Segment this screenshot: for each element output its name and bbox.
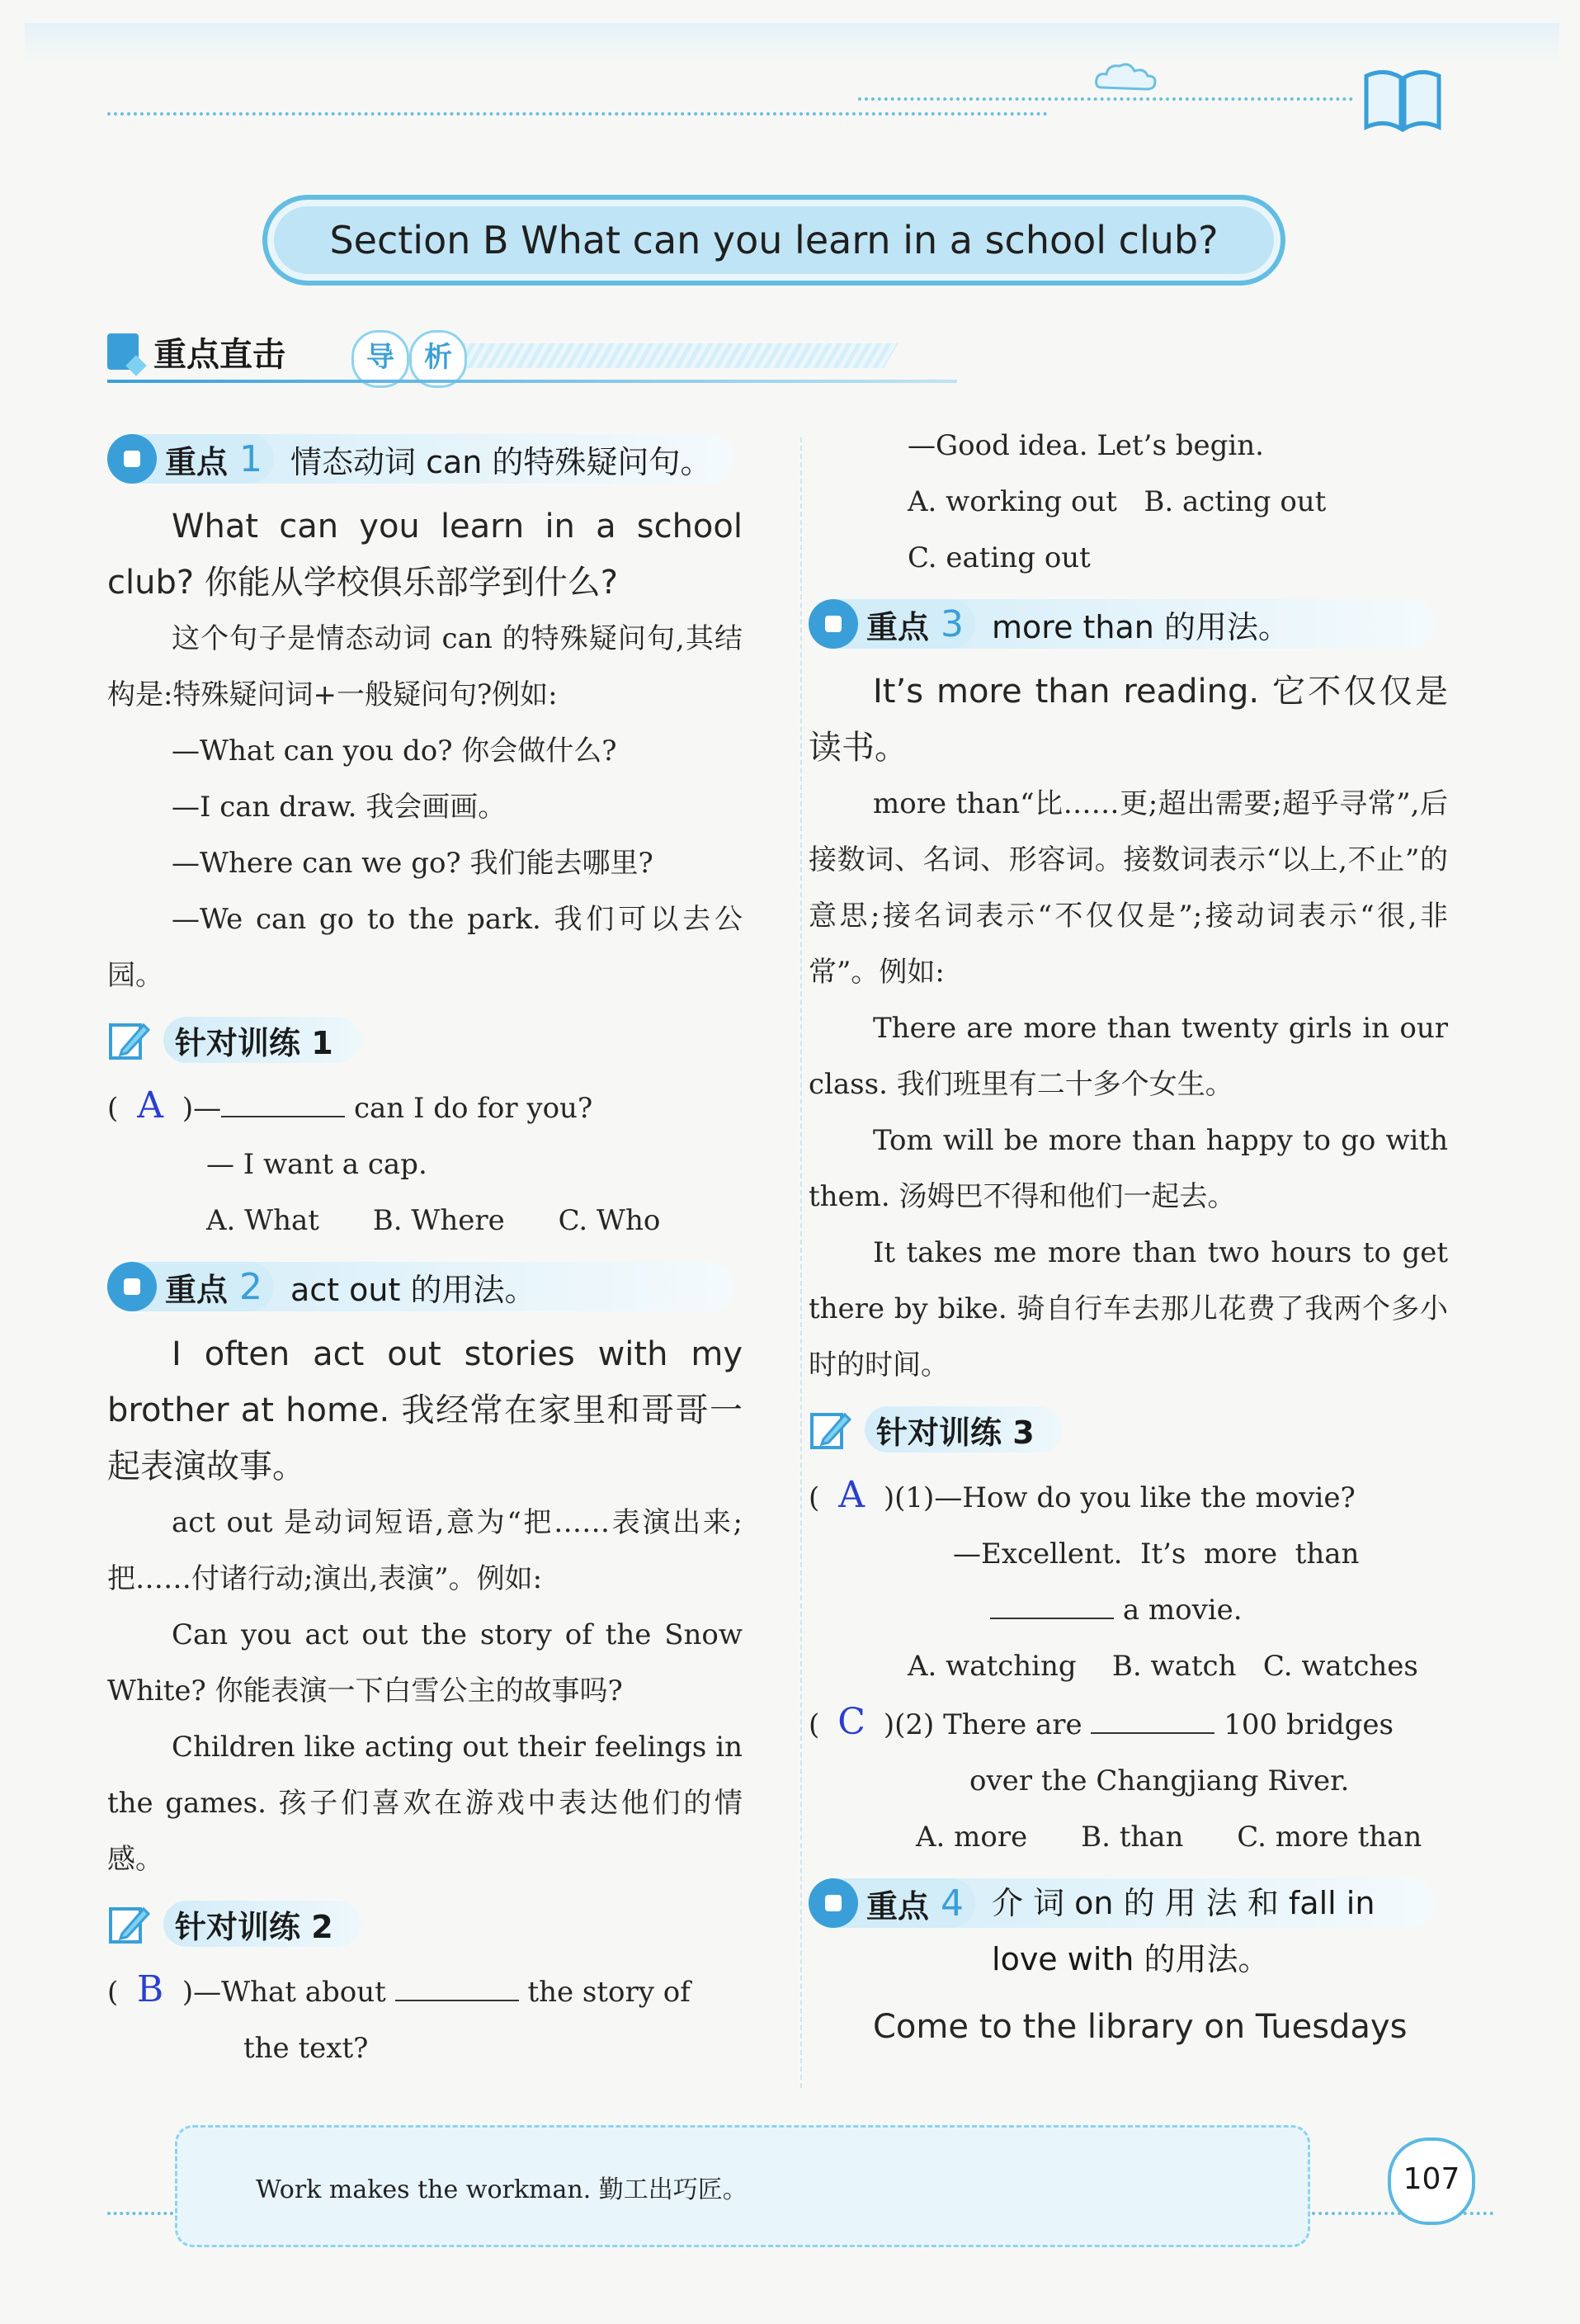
section-header [107,324,965,386]
kp3-example-2: Tom will be more than happy to go with them. 汤姆巴不得和他们一起去。 [809,1124,1448,1213]
footer-dotline-left [107,2212,173,2215]
practice-3-q2-options: A. more B. than C. more than [916,1821,1422,1854]
header-dotline-left [107,112,1048,116]
answer-blank [221,1091,345,1117]
left-column [107,421,743,2076]
key-point-1 [107,431,743,487]
practice-pill [163,1017,361,1063]
key-point-number: 2 [239,1265,263,1308]
practice-2-header [107,1896,743,1952]
question-text-post: 100 bridges [1224,1708,1394,1741]
practice-1-reply: — I want a cap. [206,1148,427,1181]
kp1-sentence: What can you learn in a school club? 你能从学校俱乐部学到什么? [107,508,743,602]
practice-3-q2: ( C )(2) There are 100 bridges [809,1694,1448,1753]
top-band [25,23,1559,63]
key-point-text-2: love with 的用法。 [992,1941,1270,1977]
practice-3-q1-line3 [809,1582,1448,1638]
practice-3-q1-reply: —Excellent. It’s more than [953,1538,1360,1571]
section-title: 重点直击 [153,336,285,374]
key-point-pill [107,434,274,484]
kp3-explain: more than“比……更;超出需要;超乎寻常”,后接数词、名词、形容词。接数词表示“以上,不止”的意思;接名词表示“不仅仅是”;接动词表示“很,非常”。例如: [809,787,1448,989]
key-point-3 [809,596,1448,652]
practice-3-q2-line2: over the Changjiang River. [969,1764,1350,1797]
section-title-banner [262,195,1285,286]
key-point-2 [107,1259,743,1315]
question-text: a movie. [1122,1594,1243,1627]
kp3-sentence: It’s more than reading. 它不仅仅是读书。 [809,673,1448,767]
key-point-text: 介 词 on 的 用 法 和 fall in [992,1885,1375,1921]
answer-blank [1091,1708,1214,1734]
practice-3-q1: ( A )(1)—How do you like the movie? [809,1467,1448,1526]
question-text: )—What about [182,1976,386,2009]
kp3-example-3: It takes me more than two hours to get there by bike. 骑自行车去那儿花费了我两个多小时的时间。 [809,1236,1448,1382]
section-stripe [446,343,898,368]
pencil-note-icon [809,1408,851,1451]
section-rule [107,380,957,383]
kp1-explain: 这个句子是情态动词 can 的特殊疑问句,其结构是:特殊疑问词+一般疑问句?例如: [107,622,743,711]
right-column [809,418,1448,2055]
question-text: )(2) There are [883,1708,1082,1741]
square-bullet-icon [809,1878,858,1928]
kp3-example-1: There are more than twenty girls in our class. 我们班里有二十多个女生。 [809,1012,1448,1101]
key-point-text: 情态动词 can 的特殊疑问句。 [290,443,712,480]
square-bullet-icon [107,1262,157,1311]
key-point-label: 重点 [866,1887,930,1925]
practice-3-q1-options: A. watching B. watch C. watches [908,1650,1418,1683]
pencil-icon [107,333,139,370]
answer-blank [990,1593,1114,1619]
practice-label: 针对训练 2 [175,1908,333,1945]
key-point-pill [809,599,975,649]
answer-mark: A [838,1474,865,1516]
practice-pill [163,1901,361,1947]
page-title: Section B What can you learn in a school club? [329,218,1219,262]
question-text-post: the story of [527,1976,691,2009]
header-dotline-right [858,97,1353,101]
column-divider [800,437,802,2088]
practice-pill [865,1406,1063,1452]
answer-mark: C [837,1701,865,1743]
answer-mark: B [136,1968,164,2010]
cloud-icon [1093,61,1159,94]
answer-blank [395,1975,519,2001]
square-bullet-icon [107,434,157,484]
kp2-explain: act out 是动词短语,意为“把……表演出来;把……付诸行动;演出,表演”。例如: [107,1506,743,1595]
section-badge-1: 导 [351,330,409,388]
kp1-example-4: —We can go to the park. 我们可以去公园。 [107,903,743,992]
kp1-example-3: —Where can we go? 我们能去哪里? [172,847,653,880]
key-point-pill [107,1262,274,1311]
practice-1-header [107,1012,743,1068]
kp4-sentence: Come to the library on Tuesdays [873,2008,1408,2046]
practice-2-options-ab: A. working out B. acting out [908,485,1327,518]
key-point-number: 4 [941,1882,965,1925]
page-number: 107 [1388,2137,1475,2225]
pencil-note-icon [107,1902,150,1945]
question-text: can I do for you? [353,1092,593,1125]
section-badge-2: 析 [409,330,467,388]
key-point-pill [809,1878,975,1928]
kp1-example-2: —I can draw. 我会画画。 [172,791,507,824]
practice-label: 针对训练 1 [175,1024,333,1061]
key-point-4 [809,1875,1448,1987]
answer-mark: A [137,1084,163,1127]
footer-motto: Work makes the workman. 勤工出巧匠。 [256,2175,748,2204]
question-text: )(1)—How do you like the movie? [883,1481,1356,1514]
key-point-label: 重点 [866,608,930,645]
key-point-label: 重点 [165,1271,229,1308]
key-point-text: more than 的用法。 [992,608,1290,645]
practice-1-options: A. What B. Where C. Who [206,1204,661,1237]
practice-2-reply: —Good idea. Let’s begin. [908,429,1264,462]
key-point-label: 重点 [165,443,229,480]
book-icon [1361,66,1444,132]
pencil-note-icon [107,1018,150,1061]
kp2-sentence: I often act out stories with my brother at home. 我经常在家里和哥哥一起表演故事。 [107,1335,743,1486]
key-point-number: 3 [941,602,965,645]
kp1-example-1: —What can you do? 你会做什么? [172,735,617,768]
practice-label: 针对训练 3 [876,1414,1035,1451]
kp2-example-1: Can you act out the story of the Snow White? 你能表演一下白雪公主的故事吗? [107,1618,743,1708]
practice-2-question: ( B )—What about the story of [107,1962,743,2020]
kp2-example-2: Children like acting out their feelings in the games. 孩子们喜欢在游戏中表达他们的情感。 [107,1731,743,1876]
key-point-text: act out 的用法。 [290,1271,536,1308]
key-point-number: 1 [239,437,263,480]
practice-2-line2: the text? [243,2032,369,2065]
practice-3-header [809,1401,1448,1457]
practice-1-question: ( A )— can I do for you? [107,1078,743,1136]
square-bullet-icon [809,599,858,649]
practice-2-options-c: C. eating out [908,541,1091,574]
